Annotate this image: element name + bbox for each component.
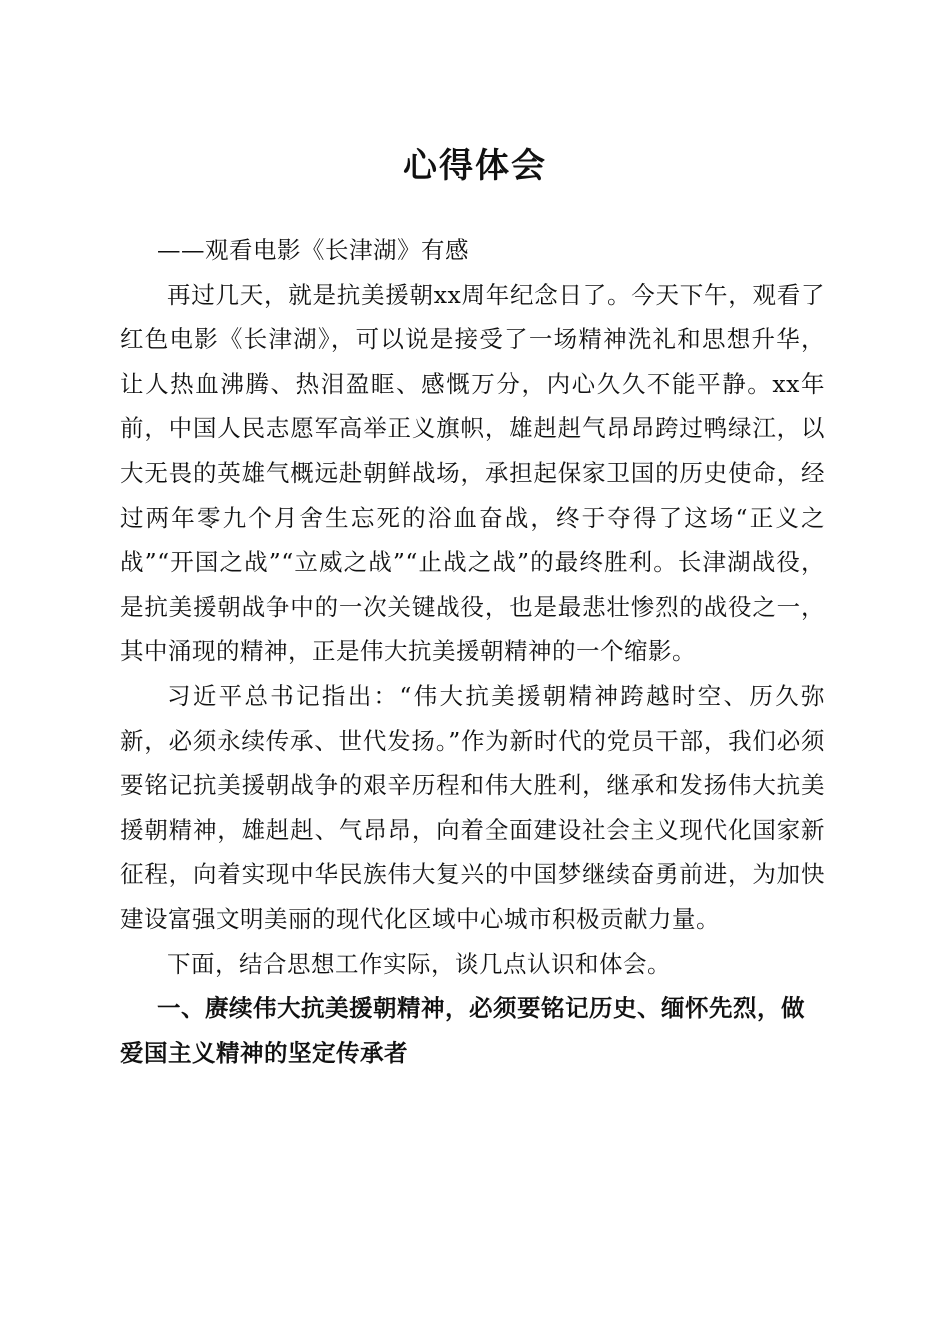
paragraph-transition: 下面，结合思想工作实际，谈几点认识和体会。 [167,949,671,978]
paragraph-quote: 习近平总书记指出：“伟大抗美援朝精神跨越时空、历久弥新，必须永续传承、世代发扬。”作为新时代的党员干部，我们必须要铭记抗美援朝战争的艰辛历程和伟大胜利，继承和发扬伟大抗美援朝精神，雄赳赳、气昂昂，向着全面建设社会主义现代化国家新征程，向着实现中华民族伟大复兴的中国梦继续奋勇前进，为加快建设富强文明美丽的现代化区域中心城市积极贡献力量。 [120,681,825,933]
section-heading-1: 一、赓续伟大抗美援朝精神，必须要铭记历史、缅怀先烈，做爱国主义精神的坚定传承者 [120,994,805,1067]
paragraph-intro: 再过几天，就是抗美援朝xx周年纪念日了。今天下午，观看了红色电影《长津湖》，可以说是接受了一场精神洗礼和思想升华，让人热血沸腾、热泪盈眶、感慨万分，内心久久不能平静。xx年前，中国人民志愿军高举正义旗帜，雄赳赳气昂昂跨过鸭绿江，以大无畏的英雄气概远赴朝鲜战场，承担起保家卫国的历史使命，经过两年零九个月舍生忘死的浴血奋战，终于夺得了这场“正义之战”“开国之战”“立威之战”“止战之战”的最终胜利。长津湖战役，是抗美援朝战争中的一次关键战役，也是最悲壮惨烈的战役之一，其中涌现的精神，正是伟大抗美援朝精神的一个缩影。 [120,280,825,666]
document-title: 心得体会 [403,146,547,186]
document-subtitle: ——观看电影《长津湖》有感 [157,236,469,264]
document-body [120,228,825,1075]
